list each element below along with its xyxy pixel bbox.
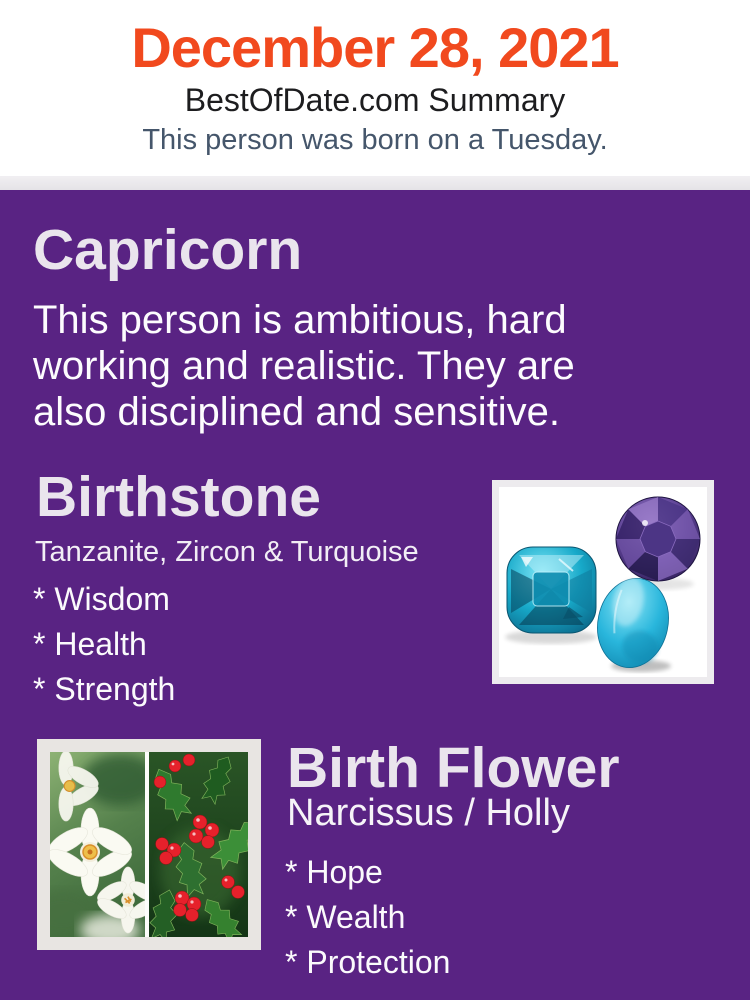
birth-flower-trait: * Protection <box>285 944 451 980</box>
tanzanite-gem <box>616 497 700 581</box>
birth-flower-trait: * Wealth <box>285 899 406 935</box>
photo-divider <box>145 752 149 937</box>
birth-flower-traits-list <box>285 850 450 985</box>
zodiac-sign-heading: Capricorn <box>33 218 303 282</box>
zircon-gem <box>507 547 596 633</box>
holly-photo <box>147 752 248 937</box>
birthstone-traits-list <box>33 577 175 712</box>
birthstone-gems-image <box>492 480 714 684</box>
narcissus-photo <box>50 752 162 937</box>
gems-illustration <box>499 487 707 677</box>
flowers-illustration <box>50 752 248 937</box>
birthstone-trait: * Health <box>33 626 147 662</box>
birthstone-names: Tanzanite, Zircon & Turquoise <box>35 536 419 568</box>
header <box>0 0 750 176</box>
site-summary-title: BestOfDate.com Summary <box>184 82 566 118</box>
birthstone-trait: * Strength <box>33 671 176 707</box>
zodiac-description <box>33 297 575 435</box>
zodiac-description-line: This person is ambitious, hard <box>33 298 567 342</box>
zodiac-description-line: working and realistic. They are <box>33 344 575 388</box>
header-divider <box>0 176 750 190</box>
weekday-line: This person was born on a Tuesday. <box>142 124 608 156</box>
birthstone-trait: * Wisdom <box>33 581 170 617</box>
birth-flower-names: Narcissus / Holly <box>287 792 570 834</box>
birth-flower-heading: Birth Flower <box>287 736 620 800</box>
birth-flower-image <box>37 739 261 950</box>
date-title: December 28, 2021 <box>131 16 619 79</box>
zodiac-description-line: also disciplined and sensitive. <box>33 390 560 434</box>
birth-flower-trait: * Hope <box>285 854 383 890</box>
birthstone-heading: Birthstone <box>36 465 321 529</box>
